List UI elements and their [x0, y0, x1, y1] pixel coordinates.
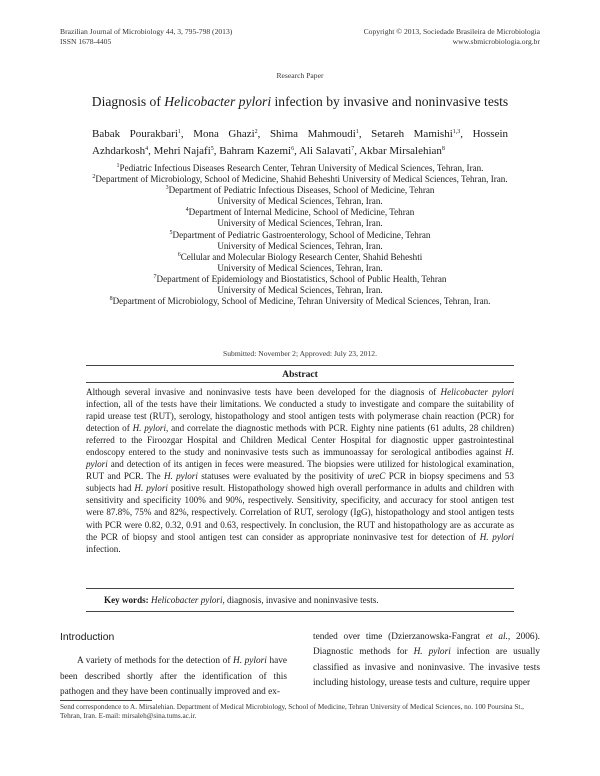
- abstract-heading-rule: [86, 382, 514, 383]
- keywords-label: Key words:: [104, 595, 149, 605]
- paper-title: [40, 93, 560, 110]
- issn: ISSN 1678-4405: [60, 37, 112, 46]
- section-heading: Introduction: [60, 632, 115, 643]
- keywords-bottom-rule: [86, 611, 514, 612]
- keywords-top-rule: [86, 588, 514, 589]
- correspondence-footnote: Send correspondence to A. Mirsalehian. Department of Medical Microbiology, School of Medicine, Tehran University of Medical Sciences, no. 100 Poursina St., Tehran, Iran. E-mail: mirsaleh@sina.tums.ac.ir.: [60, 703, 524, 721]
- author-list: Babak Pourakbari$^1$, Mona Ghazi$^2$, Shima Mahmoudi$^1$, Setareh Mamishi$^{1,3}$, Hossein Azhdarkosh$^4$, Mehri Najafi$^5$, Bahram Kazemi$^6$, Ali Salavati$^7$, Akbar Mirsalehian$^8$: [92, 128, 509, 157]
- title-part-2: infection by invasive and noninvasive tests: [271, 94, 509, 109]
- website-link[interactable]: www.sbmicrobiologia.org.br: [452, 37, 540, 46]
- affiliation: $^4$Department of Internal Medicine, School of Medicine, Tehran University of Medical Sciences, Tehran, Iran.: [185, 207, 415, 229]
- affiliation: $^3$Department of Pediatric Infectious Diseases, School of Medicine, Tehran University of Medical Sciences, Tehran, Iran.: [165, 185, 435, 207]
- abstract-top-rule: [86, 365, 514, 366]
- affiliation: $^1$Pediatric Infectious Diseases Research Center, Tehran University of Medical Sciences, Tehran, Iran.: [116, 163, 484, 173]
- author: Bahram Kazemi$^6$: [219, 145, 295, 157]
- author: Mona Ghazi$^2$: [193, 128, 258, 140]
- author: Hossein Azhdarkosh$^4$: [92, 128, 509, 157]
- author: Mehri Najafi$^5$: [153, 145, 214, 157]
- affiliation: $^5$Department of Pediatric Gastroenterology, School of Medicine, Tehran University of Medical Sciences, Tehran, Iran.: [169, 229, 431, 251]
- intro-column-left: [60, 630, 287, 700]
- affiliation: $^8$Department of Microbiology, School of Medicine, Tehran University of Medical Sciences, Tehran, Iran.: [109, 296, 491, 307]
- title-part-1: Diagnosis of: [91, 94, 165, 109]
- copyright-line: Copyright © 2013, Sociedade Brasileira de Microbiologia: [363, 27, 540, 36]
- affiliation: $^2$Department of Microbiology, School of Medicine, Shahid Beheshti University of Medical Sciences, Tehran, Iran.: [92, 174, 508, 185]
- author: Ali Salavati$^7$: [298, 145, 355, 157]
- abstract-heading: Abstract: [282, 369, 318, 380]
- author: Babak Pourakbari$^1$: [92, 128, 181, 140]
- journal-header: [60, 27, 232, 47]
- footnote-rule: [60, 700, 152, 701]
- journal-citation: Brazilian Journal of Microbiology 44, 3, 795-798 (2013): [60, 27, 233, 36]
- author: Setareh Mamishi$^{1,3}$: [371, 128, 461, 140]
- intro-column-right: [313, 630, 540, 691]
- affiliation-list: [60, 163, 540, 307]
- intro-paragraph: A variety of methods for the detection of H. pylori have been described shortly after the identification of this pathogen and they have been continually improved and ex-: [60, 656, 288, 697]
- affiliation: $^6$Cellular and Molecular Biology Research Center, Shahid Beheshti University of Medical Sciences, Tehran, Iran.: [177, 251, 423, 273]
- keywords: Key words: Helicobacter pylori, diagnosis, invasive and noninvasive tests.: [104, 595, 379, 605]
- paper-type: Research Paper: [276, 71, 324, 80]
- affiliation: $^7$Department of Epidemiology and Biostatistics, School of Public Health, Tehran University of Medical Sciences, Tehran, Iran.: [153, 273, 447, 296]
- abstract-text: Although several invasive and noninvasive tests have been developed for the diagnosis of Helicobacter pylori infection, all of the tests have their limitations. We conducted a study to investigate and compare the suitability of rapid urease test (RUT), serology, histopathology and stool antigen tests with polymerase chain reaction (PCR) for detection of H. pylori, and correlate the diagnostic methods with PCR. Eighty nine patients (61 adults, 28 children) referred to the Firoozgar Hospital and Children Medical Center Hospital for diagnostic upper gastrointestinal endoscopy entered to the study and noninvasive tests such as immunoassay for serological antibodies against H. pylori and detection of its antigen in feces were measured. The biopsies were utilized for histological examination, RUT and PCR. The H. pylori statuses were evaluated by the positivity of ureC PCR in biopsy specimens and 53 subjects had H. pylori positive result. Histopathology showed high overall performance in adults and children with sensitivity and specificity 100% and 90%, respectively. Sensitivity, specificity, and accuracy for stool antigen test were 87.8%, 75% and 82%, respectively. Correlation of RUT, serology (IgG), histopathology and stool antigen tests with PCR were 0.82, 0.32, 0.91 and 0.63, respectively. In conclusion, the RUT and histopathology are as accurate as the PCR of biopsy and stool antigen test can consider as appropriate noninvasive test for detection of H. pylori infection.: [86, 387, 515, 554]
- author: Shima Mahmoudi$^1$: [269, 128, 359, 140]
- copyright-header: [364, 27, 540, 47]
- title-species: Helicobacter pylori: [164, 94, 272, 109]
- submission-dates: Submitted: November 2; Approved: July 23, 2012.: [223, 349, 377, 358]
- intro-paragraph-continued: tended over time (Dzierzanowska-Fangrat et al., 2006). Diagnostic methods for H. pylori infection are usually classified as invasive and noninvasive. The invasive tests including histology, urease tests and culture, require upper: [313, 632, 540, 688]
- author: Akbar Mirsalehian$^8$: [359, 145, 445, 157]
